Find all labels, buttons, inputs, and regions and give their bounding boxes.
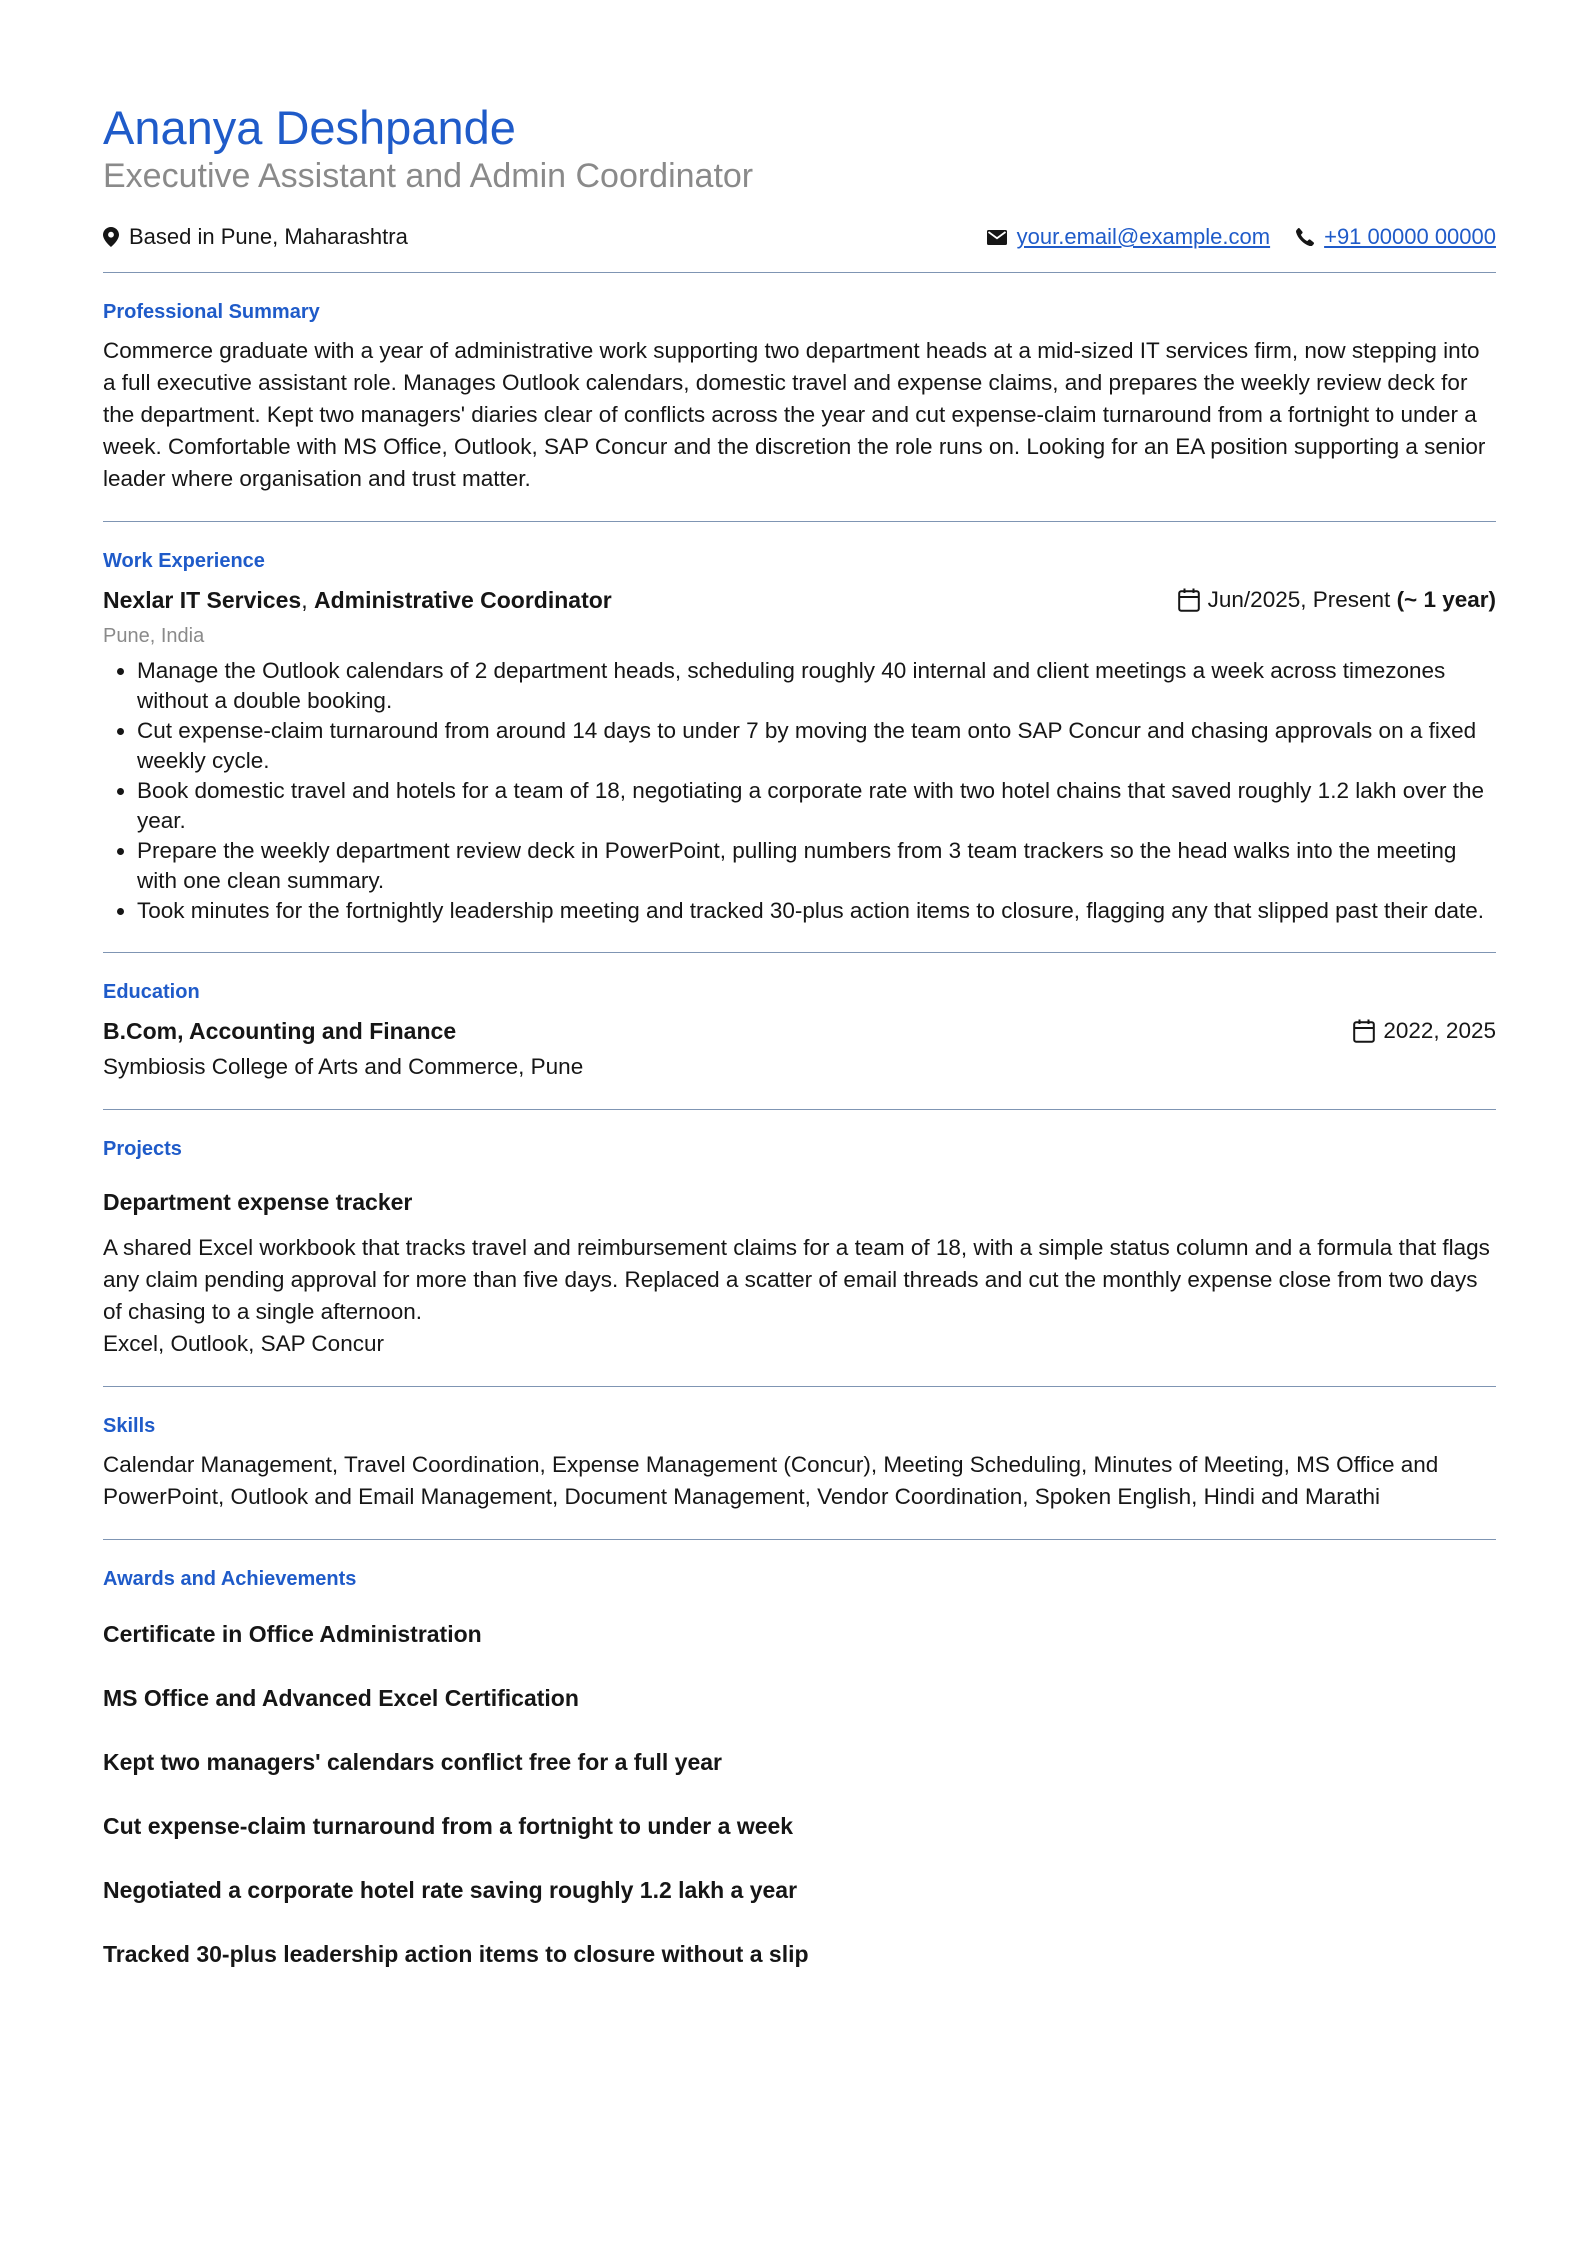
calendar-icon <box>1178 588 1200 612</box>
envelope-icon <box>987 230 1007 245</box>
skills-section <box>103 1387 1496 1539</box>
experience-dates <box>1178 584 1496 616</box>
list-item: • Took minutes for the fortnightly leadership meeting and tracked 30-plus action items to closure, flagging any that slipped past their date. <box>137 896 1496 926</box>
experience-bullets <box>103 656 1496 926</box>
awards-list <box>103 1602 1496 1970</box>
summary-section <box>103 273 1496 521</box>
list-item: • Manage the Outlook calendars of 2 department heads, scheduling roughly 40 internal and client meetings a week across timezones without a double booking. <box>137 656 1496 716</box>
institution: Symbiosis College of Arts and Commerce, Pune <box>103 1054 584 1079</box>
awards-section <box>103 1540 1496 2028</box>
contact-location <box>103 224 408 250</box>
phone-item <box>1296 224 1496 250</box>
education-dates <box>1353 1015 1496 1047</box>
job-location: Pune, India <box>103 625 205 647</box>
company-name: Nexlar IT Services <box>103 587 302 613</box>
list-item: • Book domestic travel and hotels for a team of 18, negotiating a corporate rate with two hotel chains that saved roughly 1.2 lakh over the year. <box>137 776 1496 836</box>
experience-entry-header <box>103 584 1496 616</box>
award-item: MS Office and Advanced Excel Certification <box>103 1685 579 1711</box>
candidate-title: Executive Assistant and Admin Coordinator <box>103 157 754 195</box>
job-role: Administrative Coordinator <box>313 587 612 613</box>
calendar-icon <box>1353 1019 1375 1043</box>
award-item: Kept two managers' calendars conflict free for a full year <box>103 1749 722 1775</box>
award-item: Negotiated a corporate hotel rate saving roughly 1.2 lakh a year <box>103 1877 798 1903</box>
education-entry-header <box>103 1015 1496 1047</box>
skills-text: Calendar Management, Travel Coordination, Expense Management (Concur), Meeting Scheduling, Minutes of Meeting, MS Office and PowerPoint, Outlook and Email Management, Document Management, Vendor Coordination, Spoken English, Hindi and Marathi <box>103 1452 1439 1509</box>
contact-row <box>103 220 1496 254</box>
experience-section <box>103 522 1496 952</box>
summary-text: Commerce graduate with a year of administrative work supporting two department heads at a mid-sized IT services firm, now stepping into a full executive assistant role. Manages Outlook calendars, domestic travel and expense claims, and prepares the weekly review deck for the department. Kept two managers' diaries clear of conflicts across the year and cut expense-claim turnaround from a fortnight to under a week. Comfortable with MS Office, Outlook, SAP Concur and the discretion the role runs on. Looking for an EA position supporting a senior leader where organisation and trust matter. <box>103 338 1486 491</box>
project-name: Department expense tracker <box>103 1189 413 1215</box>
location-item <box>103 224 408 250</box>
award-item: Certificate in Office Administration <box>103 1621 482 1647</box>
email-link[interactable]: your.email@example.com <box>1016 224 1271 249</box>
location-text: Based in Pune, Maharashtra <box>129 224 408 249</box>
section-heading: Work Experience <box>103 550 265 572</box>
section-heading: Awards and Achievements <box>103 1568 357 1590</box>
degree: B.Com, Accounting and Finance <box>103 1018 457 1044</box>
education-section <box>103 953 1496 1109</box>
section-heading: Professional Summary <box>103 301 320 323</box>
list-item: • Cut expense-claim turnaround from around 14 days to under 7 by moving the team onto SAP Concur and chasing approvals on a fixed weekly cycle. <box>137 716 1496 776</box>
duration: (~ 1 year) <box>1396 587 1496 612</box>
list-item: • Prepare the weekly department review deck in PowerPoint, pulling numbers from 3 team trackers so the head walks into the meeting with one clean summary. <box>137 836 1496 896</box>
project-description: A shared Excel workbook that tracks travel and reimbursement claims for a team of 18, with a simple status column and a formula that flags any claim pending approval for more than five days. Replaced a scatter of email threads and cut the monthly expense close from two days of chasing to a single afternoon. <box>103 1235 1490 1324</box>
award-item: Cut expense-claim turnaround from a fortnight to under a week <box>103 1813 794 1839</box>
contact-links <box>987 224 1496 250</box>
candidate-name: Ananya Deshpande <box>103 101 516 154</box>
projects-section <box>103 1110 1496 1386</box>
email-item <box>987 224 1270 250</box>
date-range: Jun/2025, Present <box>1207 587 1391 612</box>
phone-icon <box>1296 228 1314 246</box>
project-tools: Excel, Outlook, SAP Concur <box>103 1331 384 1356</box>
experience-title: Nexlar IT Services, Administrative Coordinator <box>103 587 612 613</box>
section-heading: Education <box>103 981 200 1003</box>
phone-link[interactable]: +91 00000 00000 <box>1324 224 1496 249</box>
section-heading: Skills <box>103 1415 156 1437</box>
award-item: Tracked 30-plus leadership action items to closure without a slip <box>103 1941 809 1967</box>
map-pin-icon <box>103 227 119 247</box>
section-heading: Projects <box>103 1138 182 1160</box>
date-range: 2022, 2025 <box>1383 1018 1496 1043</box>
